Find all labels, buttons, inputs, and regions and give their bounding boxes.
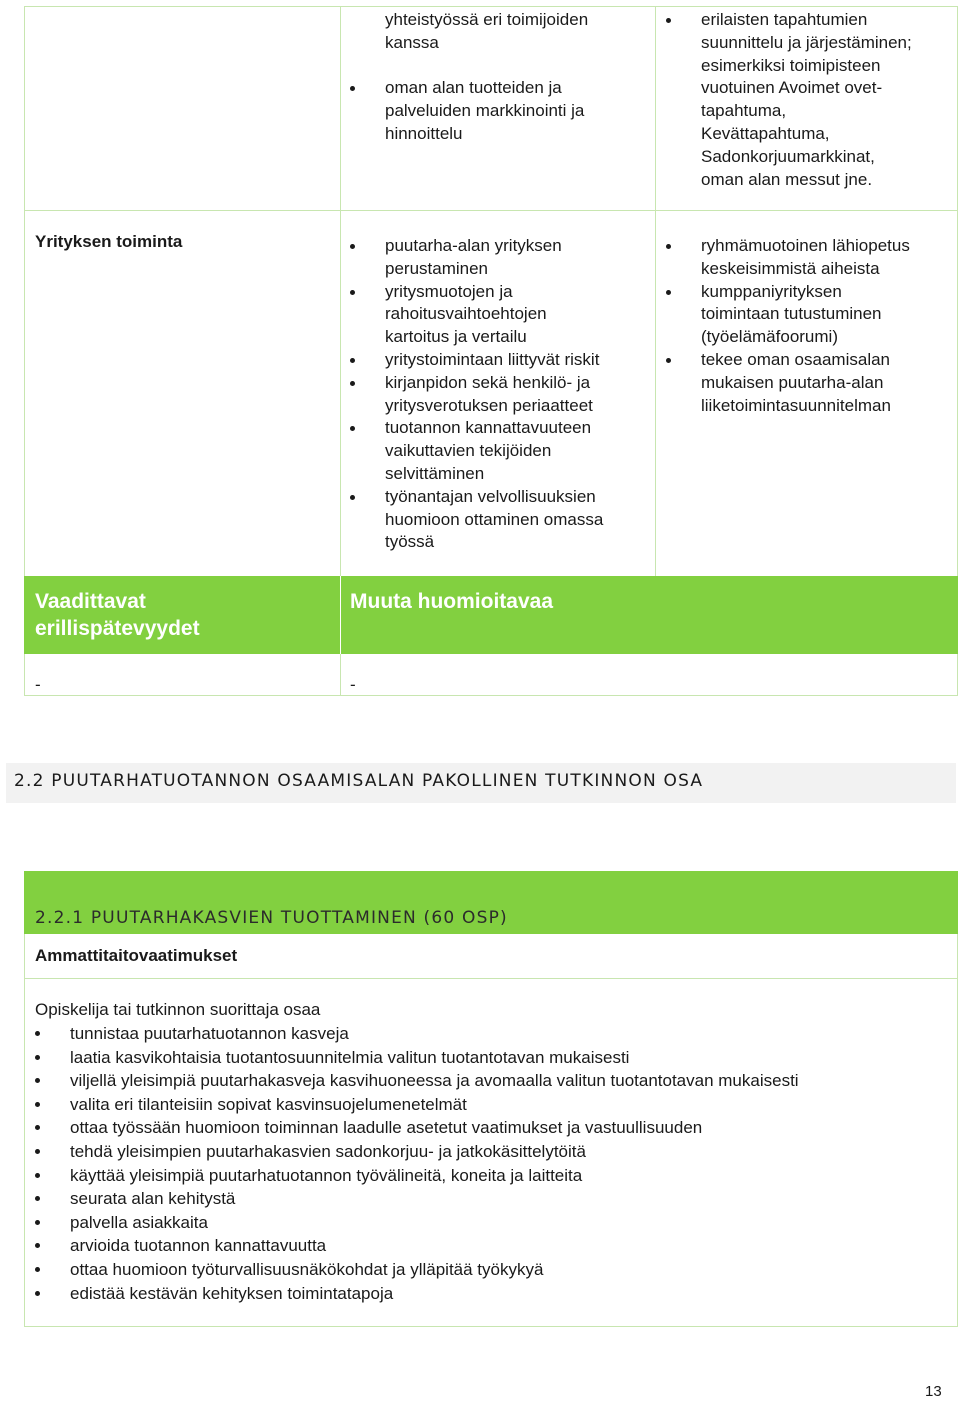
list-item — [350, 235, 650, 281]
list-item — [35, 1093, 950, 1117]
text-line: erillispätevyydet — [35, 617, 200, 640]
list-item — [350, 372, 650, 418]
text-line: yritystoimintaan liittyvät riskit — [385, 349, 600, 369]
text-line: erilaisten tapahtumien — [701, 10, 868, 29]
table-divider — [340, 6, 341, 576]
text-line: hinnoittelu — [385, 123, 463, 143]
text-line: seurata alan kehitystä — [70, 1189, 236, 1209]
text-line: tekee oman osaamisalan — [701, 349, 891, 369]
list-item — [35, 1258, 950, 1282]
text-line: tuotannon kannattavuuteen — [385, 418, 592, 438]
bullet-icon — [350, 86, 355, 91]
text-line: Sadonkorjuumarkkinat, — [701, 146, 875, 166]
list-item — [35, 1187, 950, 1211]
bullet-icon — [35, 1031, 40, 1036]
text-line: kartoitus ja vertailu — [385, 327, 527, 347]
text-line: vuotuinen Avoimet ovet- — [701, 78, 883, 98]
list-item — [35, 1069, 950, 1093]
text-line: työssä — [385, 532, 435, 552]
text-line: kirjanpidon sekä henkilö- ja — [385, 372, 591, 392]
text-line: puutarha-alan yrityksen — [385, 236, 562, 255]
bullet-icon — [350, 244, 355, 249]
bullet-icon — [666, 18, 671, 23]
list-item — [666, 9, 956, 191]
text-line: tapahtuma, — [701, 101, 787, 121]
row2-col2-list — [350, 235, 650, 554]
text-line: työnantajan velvollisuuksien — [385, 486, 596, 506]
bullet-icon — [35, 1220, 40, 1225]
list-item — [350, 486, 650, 554]
bullet-icon — [35, 1149, 40, 1154]
list-item — [350, 349, 650, 372]
text-line: edistää kestävän kehityksen toimintatapoja — [70, 1283, 394, 1303]
table-divider — [655, 6, 656, 576]
list-item — [35, 1234, 950, 1258]
text-line: viljellä yleisimpiä puutarhakasveja kasvihuoneessa ja avomaalla valitun tuotantotavan mukaisesti — [70, 1071, 799, 1091]
text-line: oman alan messut jne. — [701, 169, 873, 189]
text-line: tehdä yleisimpien puutarhakasvien sadonkorjuu- ja jatkokäsittelytöitä — [70, 1141, 586, 1161]
top-row-col3-list — [666, 9, 956, 191]
bullet-icon — [350, 290, 355, 295]
text-line: kumppaniyrityksen — [701, 281, 842, 301]
list-item — [666, 281, 956, 349]
page-number: 13 — [925, 1383, 942, 1400]
text-line: Kevättapahtuma, — [701, 123, 830, 143]
bullet-icon — [35, 1196, 40, 1201]
text-line: ottaa huomioon työturvallisuusnäkökohdat ja ylläpitää työkykyä — [70, 1259, 544, 1279]
text-line: vaikuttavien tekijöiden — [385, 441, 552, 461]
green-header-divider — [340, 576, 341, 654]
text-line: selvittäminen — [385, 463, 485, 483]
row2-col3-list — [666, 235, 956, 417]
list-item — [35, 1116, 950, 1140]
header-required-qualifications — [35, 588, 200, 642]
bullet-icon — [35, 1291, 40, 1296]
text-line: kanssa — [385, 32, 439, 52]
bullet-icon — [35, 1102, 40, 1107]
list-item — [350, 77, 650, 145]
bullet-icon — [350, 358, 355, 363]
text-line: esimerkiksi toimipisteen — [701, 55, 881, 75]
text-line: huomioon ottaminen omassa — [385, 509, 604, 529]
list-item — [35, 1164, 950, 1188]
bullet-icon — [666, 358, 671, 363]
list-item — [35, 1211, 950, 1235]
bullet-icon — [666, 290, 671, 295]
text-line: perustaminen — [385, 258, 489, 278]
text-line: palvella asiakkaita — [70, 1212, 208, 1232]
bullet-icon — [35, 1125, 40, 1130]
section-heading-2-2: 2.2 PUUTARHATUOTANNON OSAAMISALAN PAKOLLINEN TUTKINNON OSA — [14, 771, 704, 791]
text-line: yhteistyössä eri toimijoiden — [385, 10, 589, 29]
table-divider — [24, 210, 958, 211]
top-row-col2 — [385, 9, 650, 55]
top-row-col2-list — [350, 77, 650, 145]
dash-left: - — [35, 675, 41, 694]
section-heading-2-2-1: 2.2.1 PUUTARHAKASVIEN TUOTTAMINEN (60 OSP) — [35, 908, 508, 928]
text-line: valita eri tilanteisiin sopivat kasvinsuojelumenetelmät — [70, 1094, 467, 1114]
list-item — [350, 281, 650, 349]
text-line: käyttää yleisimpiä puutarhatuotannon työvälineitä, koneita ja laitteita — [70, 1165, 583, 1185]
bullet-icon — [35, 1243, 40, 1248]
text-line: Vaadittavat — [35, 590, 146, 613]
text-line: yritysverotuksen periaatteet — [385, 395, 593, 415]
list-item — [35, 1140, 950, 1164]
table-divider — [340, 654, 341, 696]
text-line: liiketoimintasuunnitelman — [701, 395, 891, 415]
text-line: toimintaan tutustuminen — [701, 304, 882, 324]
bullet-icon — [350, 426, 355, 431]
text-line: tunnistaa puutarhatuotannon kasveja — [70, 1024, 349, 1043]
text-line: (työelämäfoorumi) — [701, 327, 838, 347]
text-line: ottaa työssään huomioon toiminnan laadulle asetetut vaatimukset ja vastuullisuuden — [70, 1118, 703, 1138]
list-item — [35, 1022, 950, 1046]
list-item — [666, 349, 956, 417]
bullet-icon — [350, 495, 355, 500]
text-line: palveluiden markkinointi ja — [385, 100, 585, 120]
ammattitaito-intro: Opiskelija tai tutkinnon suorittaja osaa — [35, 1000, 321, 1019]
text-line: ryhmämuotoinen lähiopetus — [701, 236, 910, 255]
text-line: suunnittelu ja järjestäminen; — [701, 32, 912, 52]
text-line: oman alan tuotteiden ja — [385, 78, 562, 97]
list-item — [666, 235, 956, 281]
ammattitaito-list — [35, 1022, 950, 1305]
list-item — [350, 417, 650, 485]
bullet-icon — [666, 244, 671, 249]
dash-right: - — [350, 675, 356, 694]
header-other-notes: Muuta huomioitavaa — [350, 590, 554, 613]
text-line: keskeisimmistä aiheista — [701, 258, 880, 278]
text-line: rahoitusvaihtoehtojen — [385, 304, 547, 324]
row-label: Yrityksen toiminta — [35, 232, 183, 251]
text-line: laatia kasvikohtaisia tuotantosuunnitelmia valitun tuotantotavan mukaisesti — [70, 1047, 630, 1067]
bullet-icon — [350, 381, 355, 386]
text-line: mukaisen puutarha-alan — [701, 372, 884, 392]
bullet-icon — [35, 1078, 40, 1083]
text-line: arvioida tuotannon kannattavuutta — [70, 1236, 327, 1256]
text-line: yritysmuotojen ja — [385, 281, 513, 301]
ammattitaito-heading: Ammattitaitovaatimukset — [35, 946, 238, 965]
bullet-icon — [35, 1173, 40, 1178]
list-item — [35, 1046, 950, 1070]
bullet-icon — [35, 1267, 40, 1272]
list-item — [35, 1282, 950, 1306]
bullet-icon — [35, 1055, 40, 1060]
